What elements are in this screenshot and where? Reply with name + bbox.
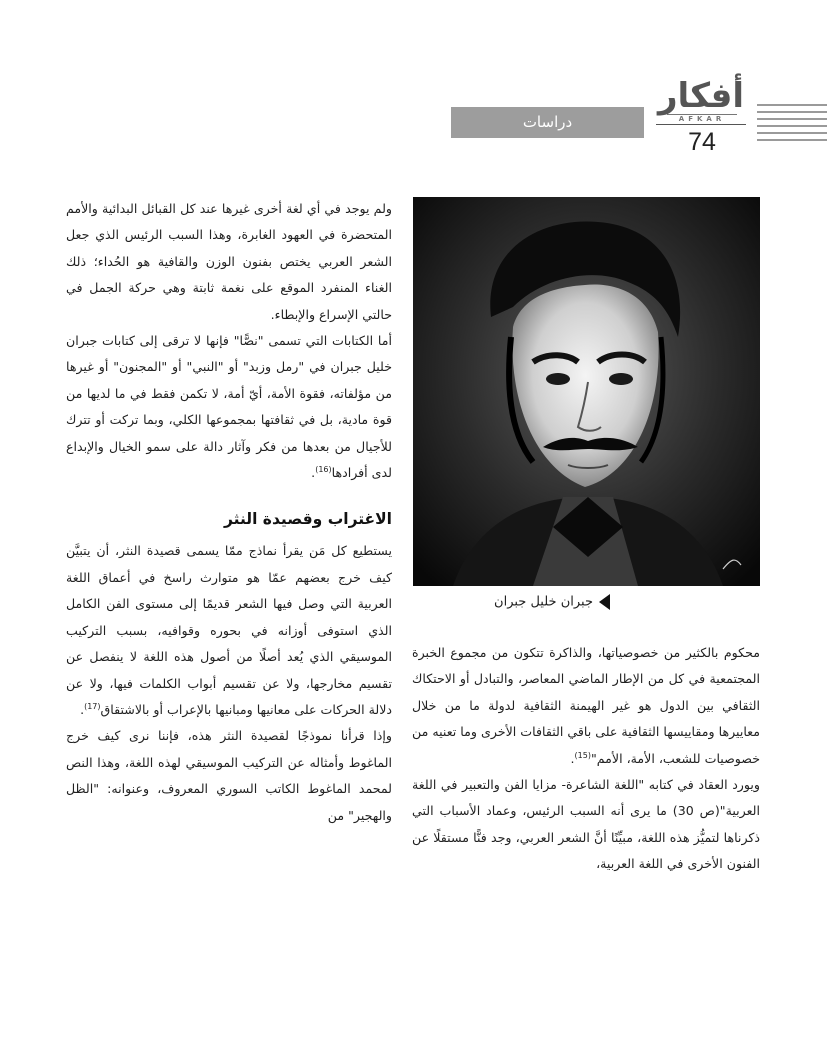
paragraph-text: أما الكتابات التي تسمى "نصًّا" فإنها لا ترقى إلى كتابات جبران خليل جبران في "رمل وزبد" أو "النبي" أو "المجنون" أو غيرها من مؤلفاته، فقوة الأمة، أيّ أمة، لا تكمن فقط في ما لديها من قوة مادية، بل في ثقافتها بمجموعها الكلي، وبما تركت أو تترك للأجيال من بعدها من فكر وآثار دالة على سمو الخيال والإبداع لدى أفرادها [66,333,392,481]
logo-latin: AFKAR [667,114,737,124]
footnote-ref: (15) [574,750,591,760]
caption-text: جبران خليل جبران [494,594,593,610]
paragraph-end: . [570,750,575,766]
paragraph-text: محكوم بالكثير من خصوصياتها، والذاكرة تتكون من مجموع الخبرة المجتمعية في كل من الإطار الماضي المعاصر، والتبادل أو الاحتكاك الثقافي بين الدول هو غير الهيمنة الثقافية لدولة ما من خلال معاييرها ومقاييسها الثقافية على باقي الثقافات الأخرى وما تعنيه من خصوصيات للشعب، الأمة، الأمم" [412,645,760,766]
right-text-column [412,640,760,878]
paragraph [412,640,760,772]
page-number-rule [656,124,746,125]
page-number: 74 [688,128,716,156]
paragraph-text: وإذا قرأنا نموذجًا لقصيدة النثر هذه، فإننا نرى كيف خرج الماغوط وأمثاله عن التركيب الموسيقي لهذه اللغة، وهذا النص لمحمد الماغوط الكاتب السوري المعروف، وعنوانه: "الظل والهجير" من [66,728,392,823]
paragraph [412,772,760,878]
footnote-ref: (16) [315,464,332,474]
magazine-logo [657,76,744,124]
portrait-image [413,197,760,586]
paragraph-text: ويورد العقاد في كتابه "اللغة الشاعرة- مزايا الفن والتعبير في اللغة العربية"(ص 30) ما يرى أنه السبب الرئيس، وعماد الأسباب التي ذكرناها لتميُّز هذه اللغة، مبيِّنًا أنَّ الشعر العربي، وجد فنًّا مستقلًا عن الفنون الأخرى في اللغة العربية، [412,777,760,872]
caption-arrow-icon [599,594,610,610]
paragraph-end: . [80,701,85,717]
paragraph-text: ولم يوجد في أي لغة أخرى غيرها عند كل القبائل البدائية والأمم المتحضرة في العهود الغابرة، وهذا السبب الرئيس الذي جعل الشعر العربي يختص بفنون الوزن والقافية هو الحُداء؛ ذلك الغناء المنفرد الموقع على نغمة ثابتة وهي حركة الجمل في حالتي الإسراع والإبطاء. [66,201,392,322]
paragraph [66,723,392,829]
paragraph-end: . [311,465,316,481]
paragraph [66,538,392,723]
header-stripes [757,104,827,146]
paragraph [66,196,392,328]
paragraph-text: يستطيع كل مَن يقرأ نماذج ممّا يسمى قصيدة النثر، أن يتبيَّن كيف خرج بعضهم عمّا هو متوارث راسخ في أعماق اللغة العربية التي وصل فيها الشعر قديمًا إلى مستوى الفن الكامل الذي استوفى أوزانه في بحوره وقوافيه، بسبب التركيب الموسيقي الذي يُعد أصلًا من أصول هذه اللغة لا ينفصل عن تقسيم مخارجها، ولا عن تقسيم أبواب الكلمات فيها، ولا عن دلالة الحركات على معانيها ومبانيها بالإعراب أو بالاشتقاق [66,543,392,717]
section-heading: الاغتراب وقصيدة النثر [223,510,392,529]
figure-caption [440,594,610,610]
section-label: دراسات [451,107,644,138]
logo-arabic: أفكار [657,76,744,116]
footnote-ref: (17) [84,701,101,711]
left-text-column [66,196,392,829]
paragraph [66,328,392,486]
